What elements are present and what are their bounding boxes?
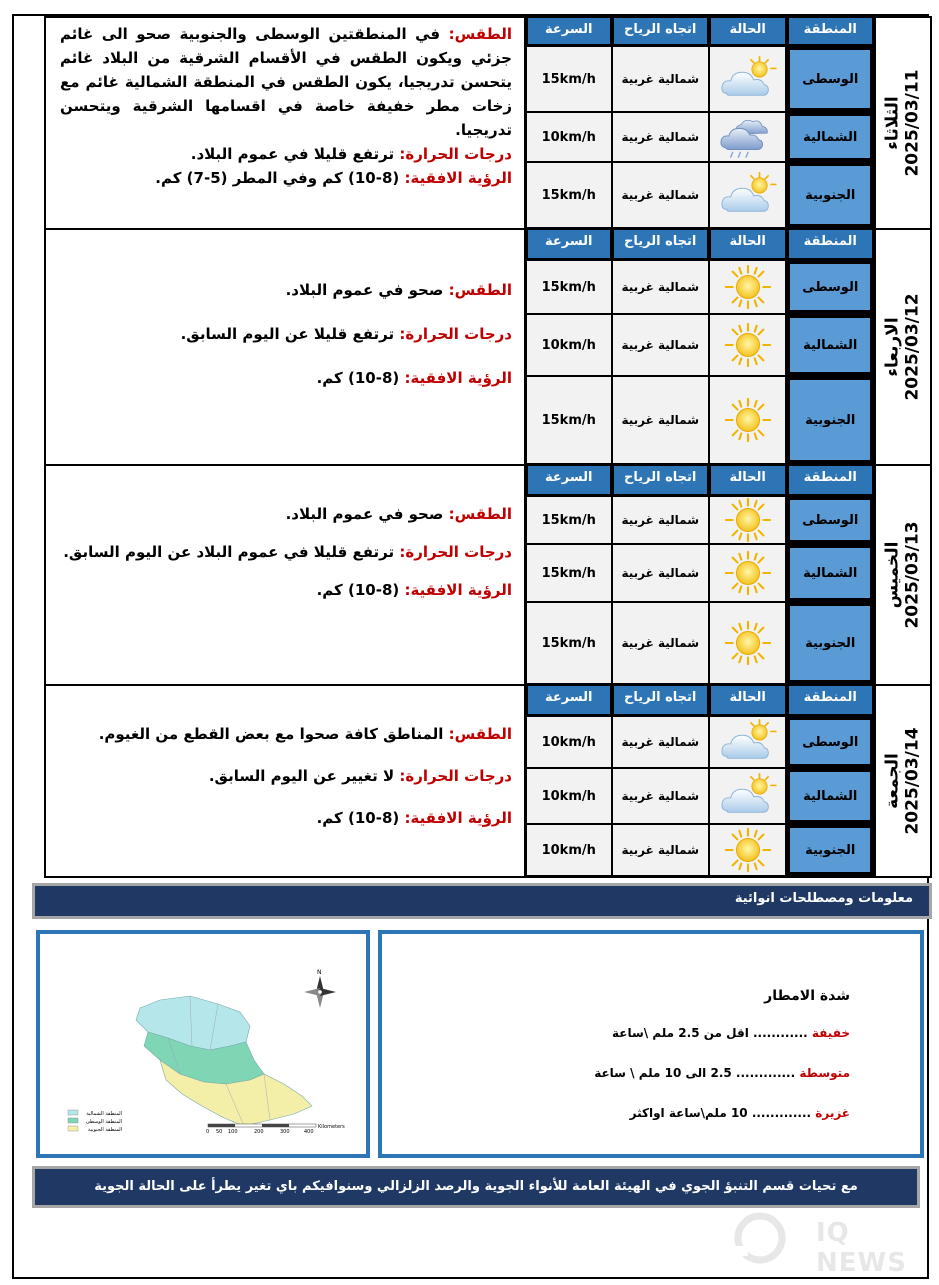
weather-text: المناطق كافة صحوا مع بعض القطع من الغيوم. — [98, 725, 444, 743]
weekday: الاربعاء — [883, 317, 904, 377]
info-title-bar — [32, 883, 932, 919]
partly-cloudy-icon — [719, 55, 777, 103]
speed-cell: 15km/h — [526, 602, 612, 684]
weekday: الثلاثاء — [883, 96, 904, 150]
watermark — [716, 1208, 936, 1278]
day-description — [54, 230, 518, 464]
state-cell — [709, 162, 787, 228]
rain-light-row — [612, 1026, 850, 1040]
header-direction: اتجاه الرياح — [612, 686, 709, 716]
rain-light-label: خفيفة — [811, 1026, 850, 1040]
direction-cell: شمالية غربية — [612, 768, 709, 824]
legend-north: المنطقة الشمالية — [86, 1111, 122, 1117]
state-cell — [709, 768, 787, 824]
speed-cell: 15km/h — [526, 260, 612, 314]
temperature-label: درجات الحرارة: — [399, 145, 512, 163]
legend-swatch-north — [68, 1110, 78, 1115]
date-column — [874, 230, 930, 464]
visibility-text: (8-10) كم وفي المطر (5-7) كم. — [155, 169, 400, 187]
news-logo-icon — [716, 1208, 806, 1268]
sun-icon — [719, 321, 777, 369]
rain-intensity-panel — [378, 930, 924, 1158]
header-region: المنطقة — [787, 18, 875, 46]
partly-cloudy-icon — [719, 718, 777, 766]
day-block — [44, 228, 932, 466]
scale-label: 400 — [304, 1129, 314, 1135]
header-speed: السرعة — [526, 230, 612, 260]
region-cell: الجنوبية — [786, 376, 874, 464]
header-region: المنطقة — [787, 466, 875, 496]
weather-table — [524, 466, 874, 684]
state-cell — [709, 496, 787, 544]
region-cell: الوسطى — [786, 496, 874, 544]
state-cell — [709, 376, 787, 464]
date: 2025/03/13 — [903, 521, 924, 629]
state-cell — [709, 112, 787, 162]
date-column — [874, 18, 930, 228]
watermark-text: IQ NEWS — [816, 1218, 907, 1278]
region-cell: الشمالية — [786, 314, 874, 376]
legend-swatch-central — [68, 1118, 78, 1123]
rain-heavy-text: ............. 10 ملم\ساعة اواكثر — [629, 1106, 812, 1120]
header-region: المنطقة — [787, 686, 875, 716]
date: 2025/03/11 — [903, 69, 924, 177]
speed-cell: 10km/h — [526, 716, 612, 768]
rain-heavy-row — [630, 1106, 850, 1120]
visibility-text: (8-10) كم. — [316, 581, 400, 599]
state-cell — [709, 260, 787, 314]
header-state: الحالة — [709, 686, 787, 716]
day-description — [54, 686, 518, 876]
direction-cell: شمالية غربية — [612, 314, 709, 376]
visibility-label: الرؤية الافقية: — [404, 369, 512, 387]
speed-cell: 15km/h — [526, 376, 612, 464]
direction-cell: شمالية غربية — [612, 376, 709, 464]
header-state: الحالة — [709, 18, 787, 46]
weather-text: في المنطقتين الوسطى والجنوبية صحو الى غائم جزئي ويكون الطقس في الأقسام الشرقية من البلاد غائم يتحسن تدريجيا، يكون الطقس في المنطقة الشمالية غائم مع زخات مطر خفيفة خاصة في اقسامها الشرقية ويتحسن تدريجيا. — [60, 25, 512, 139]
region-cell: الوسطى — [786, 716, 874, 768]
info-title: معلومات ومصطلحات انوائية — [734, 891, 913, 906]
weather-label: الطقس: — [448, 505, 512, 523]
region-cell: الوسطى — [786, 260, 874, 314]
direction-cell: شمالية غربية — [612, 602, 709, 684]
temperature-label: درجات الحرارة: — [399, 325, 512, 343]
region-cell: الشمالية — [786, 768, 874, 824]
day-description — [54, 18, 518, 228]
day-description — [54, 466, 518, 684]
map-scale-bar — [206, 1124, 345, 1135]
state-cell — [709, 314, 787, 376]
direction-cell: شمالية غربية — [612, 716, 709, 768]
state-cell — [709, 544, 787, 602]
sun-icon — [719, 263, 777, 311]
weather-text: صحو في عموم البلاد. — [285, 505, 444, 523]
cloud-rain-icon — [719, 113, 777, 161]
scale-label: 200 — [254, 1129, 264, 1135]
table-row — [526, 112, 874, 162]
map-panel — [36, 930, 370, 1158]
rain-medium-row — [594, 1066, 850, 1080]
partly-cloudy-icon — [719, 171, 777, 219]
direction-cell: شمالية غربية — [612, 260, 709, 314]
scale-label: 100 — [228, 1129, 238, 1135]
date-column — [874, 466, 930, 684]
table-row — [526, 376, 874, 464]
direction-cell: شمالية غربية — [612, 112, 709, 162]
state-cell — [709, 716, 787, 768]
visibility-label: الرؤية الافقية: — [404, 169, 512, 187]
table-header — [526, 230, 874, 260]
header-direction: اتجاه الرياح — [612, 18, 709, 46]
region-cell: الجنوبية — [786, 602, 874, 684]
table-row — [526, 314, 874, 376]
weekday: الخميس — [883, 541, 904, 609]
weather-text: صحو في عموم البلاد. — [285, 281, 444, 299]
weather-label: الطقس: — [448, 25, 512, 43]
temperature-text: ترتفع قليلا في عموم البلاد. — [190, 145, 395, 163]
temperature-label: درجات الحرارة: — [399, 543, 512, 561]
direction-cell: شمالية غربية — [612, 544, 709, 602]
sun-icon — [719, 549, 777, 597]
iraq-regions-map — [40, 934, 366, 1154]
table-header — [526, 686, 874, 716]
footer-bar — [32, 1166, 920, 1208]
scale-label: 50 — [216, 1129, 223, 1135]
region-cell: الجنوبية — [786, 162, 874, 228]
table-row — [526, 716, 874, 768]
sun-icon — [719, 496, 777, 544]
partly-cloudy-icon — [719, 772, 777, 820]
scale-unit: Kilometers — [318, 1124, 345, 1130]
speed-cell: 10km/h — [526, 824, 612, 876]
speed-cell: 10km/h — [526, 112, 612, 162]
table-row — [526, 162, 874, 228]
direction-cell: شمالية غربية — [612, 824, 709, 876]
region-cell: الجنوبية — [786, 824, 874, 876]
table-row — [526, 46, 874, 112]
state-cell — [709, 46, 787, 112]
table-row — [526, 824, 874, 876]
table-header — [526, 466, 874, 496]
rain-title: شدة الامطار — [764, 988, 850, 1004]
speed-cell: 10km/h — [526, 314, 612, 376]
speed-cell: 15km/h — [526, 46, 612, 112]
table-row — [526, 260, 874, 314]
state-cell — [709, 602, 787, 684]
table-row — [526, 496, 874, 544]
region-cell: الشمالية — [786, 112, 874, 162]
direction-cell: شمالية غربية — [612, 46, 709, 112]
rain-light-text: ............ اقل من 2.5 ملم \ساعة — [612, 1026, 808, 1040]
header-speed: السرعة — [526, 466, 612, 496]
header-region: المنطقة — [787, 230, 875, 260]
weather-table — [524, 230, 874, 464]
rain-medium-text: ............. 2.5 الى 10 ملم \ ساعة — [594, 1066, 796, 1080]
region-cell: الوسطى — [786, 46, 874, 112]
visibility-text: (8-10) كم. — [316, 809, 400, 827]
footer-text: مع تحيات قسم التنبؤ الجوي في الهيئة العامة للأنواء الجوية والرصد الزلزالي وسنوافيكم باي تغير يطرأ على الحالة الجوية — [94, 1179, 858, 1194]
day-block — [44, 464, 932, 686]
day-block — [44, 16, 932, 230]
rain-medium-label: متوسطة — [799, 1066, 850, 1080]
legend-swatch-south — [68, 1126, 78, 1131]
visibility-label: الرؤية الافقية: — [404, 581, 512, 599]
table-header — [526, 18, 874, 46]
date: 2025/03/12 — [903, 293, 924, 401]
header-speed: السرعة — [526, 686, 612, 716]
table-row — [526, 768, 874, 824]
visibility-label: الرؤية الافقية: — [404, 809, 512, 827]
header-direction: اتجاه الرياح — [612, 466, 709, 496]
temperature-text: لا تغيير عن اليوم السابق. — [208, 767, 395, 785]
sun-icon — [719, 826, 777, 874]
scale-label: 0 — [206, 1129, 210, 1135]
speed-cell: 15km/h — [526, 162, 612, 228]
temperature-text: ترتفع قليلا في عموم البلاد عن اليوم السابق. — [63, 543, 395, 561]
weather-label: الطقس: — [448, 725, 512, 743]
table-row — [526, 602, 874, 684]
weekday: الجمعة — [883, 753, 904, 809]
header-speed: السرعة — [526, 18, 612, 46]
speed-cell: 15km/h — [526, 544, 612, 602]
weather-table — [524, 686, 874, 876]
direction-cell: شمالية غربية — [612, 496, 709, 544]
date: 2025/03/14 — [903, 727, 924, 835]
day-block — [44, 684, 932, 878]
speed-cell: 10km/h — [526, 768, 612, 824]
speed-cell: 15km/h — [526, 496, 612, 544]
svg-text:N: N — [317, 969, 322, 976]
scale-label: 300 — [280, 1129, 290, 1135]
sun-icon — [719, 619, 777, 667]
date-column — [874, 686, 930, 876]
region-cell: الشمالية — [786, 544, 874, 602]
direction-cell: شمالية غربية — [612, 162, 709, 228]
header-state: الحالة — [709, 466, 787, 496]
table-row — [526, 544, 874, 602]
header-state: الحالة — [709, 230, 787, 260]
legend-central: المنطقة الوسطى — [85, 1119, 122, 1125]
header-direction: اتجاه الرياح — [612, 230, 709, 260]
rain-heavy-label: غزيرة — [815, 1106, 850, 1120]
temperature-text: ترتفع قليلا عن اليوم السابق. — [180, 325, 395, 343]
weather-table — [524, 18, 874, 228]
visibility-text: (8-10) كم. — [316, 369, 400, 387]
temperature-label: درجات الحرارة: — [399, 767, 512, 785]
state-cell — [709, 824, 787, 876]
north-arrow-icon — [304, 969, 336, 1008]
sun-icon — [719, 396, 777, 444]
legend-south: المنطقة الجنوبية — [87, 1127, 122, 1133]
weather-label: الطقس: — [448, 281, 512, 299]
